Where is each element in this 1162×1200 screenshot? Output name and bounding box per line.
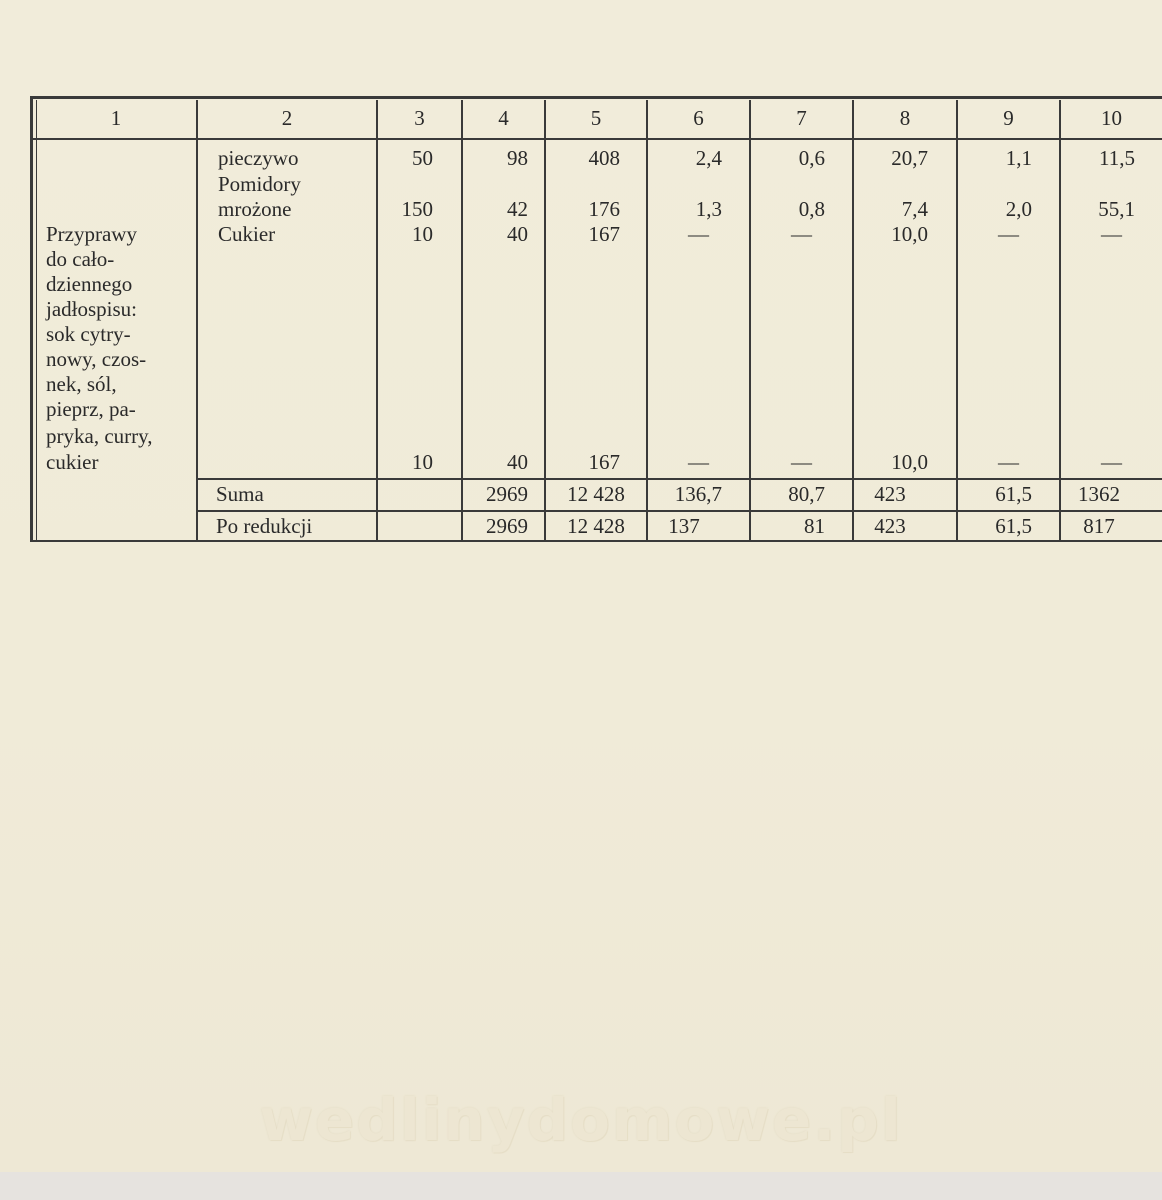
row-cell: —: [688, 450, 709, 474]
suma-cell: 136,7: [674, 482, 722, 506]
suma-label: Suma: [216, 482, 264, 506]
header-cell-4: 4: [498, 106, 509, 130]
row-cell: 2,0: [1005, 197, 1032, 221]
row-cell: 7,4: [901, 197, 928, 221]
po-redukcji-cell: 12 428: [567, 514, 625, 538]
header-bottom-rule: [30, 138, 1162, 140]
header-cell-6: 6: [693, 106, 704, 130]
row-name: Cukier: [218, 222, 276, 246]
row-cell: —: [791, 222, 812, 246]
row-cell: 1,1: [1005, 146, 1032, 170]
col1-line: jadłospisu:: [46, 297, 138, 321]
row-name: pieczywo: [218, 146, 299, 170]
suma-cell: 1362: [1078, 482, 1120, 506]
suma-cell: 80,7: [788, 482, 825, 506]
row-name: Pomidory: [218, 172, 301, 196]
row-cell: 42: [507, 197, 528, 221]
row-cell: 98: [507, 146, 528, 170]
po-redukcji-cell: 137: [668, 514, 700, 538]
col-rule: [196, 100, 198, 540]
row-cell: 0,6: [798, 146, 825, 170]
col1-line: pryka, curry,: [46, 424, 153, 448]
row-cell: 2,4: [695, 146, 722, 170]
suma-cell: 61,5: [995, 482, 1032, 506]
po-redukcji-cell: 2969: [486, 514, 528, 538]
col1-line: dziennego: [46, 272, 133, 296]
row-cell: —: [1101, 450, 1122, 474]
row-cell: 40: [507, 450, 528, 474]
row-cell: —: [1101, 222, 1122, 246]
row-cell: 10: [412, 450, 433, 474]
table-left-rule: [30, 96, 33, 542]
po-redukcji-cell: 423: [874, 514, 906, 538]
col1-line: do cało-: [46, 247, 115, 271]
header-cell-2: 2: [281, 106, 293, 130]
row-cell: —: [688, 222, 709, 246]
header-cell-9: 9: [1003, 106, 1014, 130]
row-cell: 20,7: [891, 146, 928, 170]
row-cell: 10,0: [891, 222, 928, 246]
row-cell: 0,8: [798, 197, 825, 221]
watermark: wedlinydomowe.pl: [259, 1086, 903, 1154]
page-edge: [0, 1172, 1162, 1200]
col1-line: cukier: [46, 450, 99, 474]
suma-cell: 12 428: [567, 482, 625, 506]
header-cell-8: 8: [899, 106, 911, 130]
row-cell: —: [998, 222, 1019, 246]
row-cell: 50: [412, 146, 433, 170]
row-cell: 1,3: [695, 197, 722, 221]
header-cell-10: 10: [1101, 106, 1122, 130]
col1-line: sok cytry-: [46, 322, 131, 346]
row-name: mrożone: [218, 197, 292, 221]
col1-line: nek, sól,: [46, 372, 117, 396]
po-redukcji-cell: 61,5: [995, 514, 1032, 538]
row-cell: 40: [507, 222, 528, 246]
suma-cell: 2969: [486, 482, 528, 506]
row-cell: 11,5: [1099, 146, 1135, 170]
row-cell: 176: [588, 197, 620, 221]
po-redukcji-cell: 81: [804, 514, 825, 538]
col1-line: nowy, czos-: [46, 347, 147, 371]
redukcja-top-rule: [198, 510, 1162, 512]
row-cell: —: [791, 450, 812, 474]
suma-cell: 423: [874, 482, 906, 506]
row-cell: —: [998, 450, 1019, 474]
row-cell: 167: [588, 450, 620, 474]
row-cell: 150: [401, 197, 433, 221]
table-bottom-rule: [30, 540, 1162, 542]
row-cell: 10: [412, 222, 433, 246]
header-cell-1: 1: [110, 106, 122, 130]
col1-line: Przyprawy: [46, 222, 137, 246]
suma-top-rule: [198, 478, 1162, 480]
header-cell-7: 7: [796, 106, 807, 130]
row-cell: 10,0: [891, 450, 928, 474]
row-cell: 167: [588, 222, 620, 246]
po-redukcji-label: Po redukcji: [216, 514, 313, 538]
table-top-rule: [30, 96, 1162, 99]
po-redukcji-cell: 817: [1083, 514, 1115, 538]
col1-line: pieprz, pa-: [46, 397, 136, 421]
table-left-inner-rule: [36, 100, 37, 540]
row-cell: 408: [588, 146, 620, 170]
header-cell-3: 3: [414, 106, 425, 130]
header-cell-5: 5: [590, 106, 602, 130]
row-cell: 55,1: [1098, 197, 1135, 221]
